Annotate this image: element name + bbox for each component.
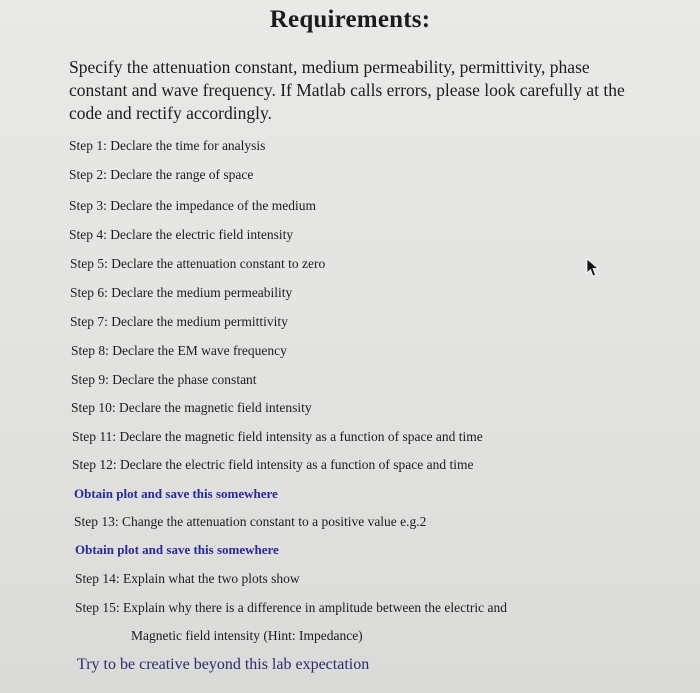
step-5: Step 5: Declare the attenuation constant to zero [70,256,326,271]
step-15: Step 15: Explain why there is a difference in amplitude between the electric and [75,600,507,615]
step-7: Step 7: Declare the medium permittivity [70,314,288,329]
arrow-cursor-icon [586,258,600,278]
intro-line: constant and wave frequency. If Matlab calls errors, please look carefully at the [69,80,625,100]
intro-paragraph [69,56,669,125]
step-4: Step 4: Declare the electric field intensity [69,227,294,242]
step-9: Step 9: Declare the phase constant [71,372,257,387]
intro-line: code and rectify accordingly. [69,103,272,123]
step-2: Step 2: Declare the range of space [69,167,254,182]
step-12: Step 12: Declare the electric field intensity as a function of space and time [72,457,474,472]
step-15-continuation: Magnetic field intensity (Hint: Impedance) [131,628,363,643]
step-10: Step 10: Declare the magnetic field intensity [71,400,312,415]
step-13: Step 13: Change the attenuation constant to a positive value e.g.2 [74,514,427,529]
step-1: Step 1: Declare the time for analysis [69,138,266,153]
obtain-plot-note: Obtain plot and save this somewhere [75,542,279,557]
step-3: Step 3: Declare the impedance of the medium [69,198,317,213]
obtain-plot-note: Obtain plot and save this somewhere [74,486,278,501]
page-title: Requirements: [269,6,431,33]
closing-note: Try to be creative beyond this lab expectation [77,656,370,673]
step-11: Step 11: Declare the magnetic field intensity as a function of space and time [72,429,483,444]
intro-line: Specify the attenuation constant, medium permeability, permittivity, phase [69,57,590,77]
step-8: Step 8: Declare the EM wave frequency [71,343,287,358]
step-6: Step 6: Declare the medium permeability [70,285,293,300]
step-14: Step 14: Explain what the two plots show [75,571,300,586]
